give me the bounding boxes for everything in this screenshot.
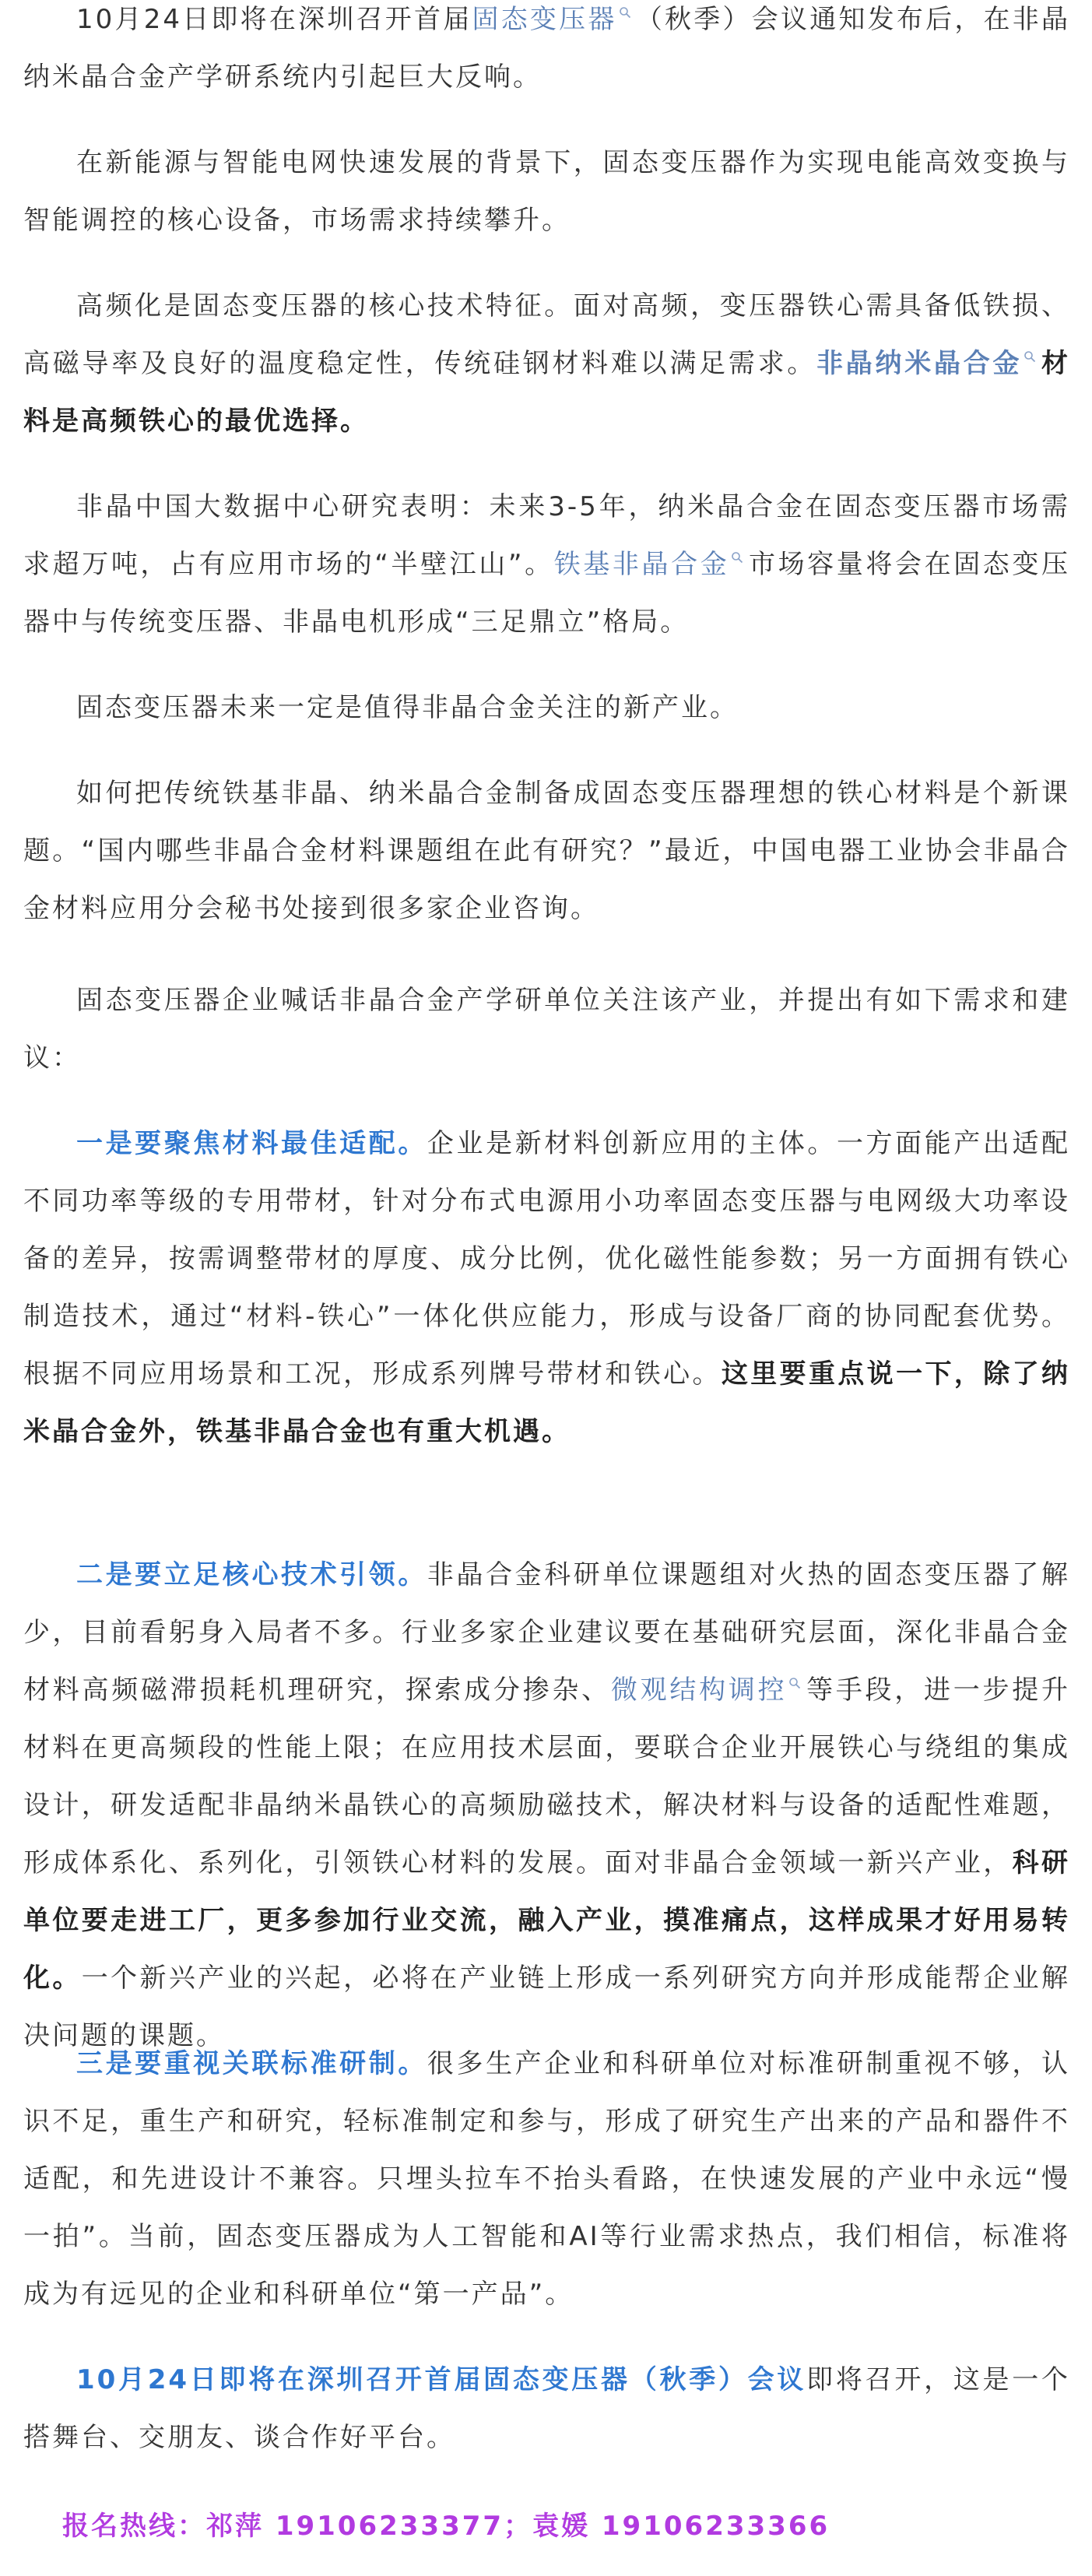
search-icon[interactable] (788, 1677, 801, 1689)
paragraph-8 (23, 1115, 1070, 1460)
keyword-link-microstructure-control[interactable]: 微观结构调控 (610, 1675, 788, 1706)
p9-text-3: 一个新兴产业的兴起，必将在产业链上形成一系列研究方向并形成能帮企业解决问题的课题。 (23, 1963, 1071, 2051)
p11-text-1: 即将召开，这是一个搭舞台、交朋友、谈合作好平台。 (23, 2364, 1070, 2453)
paragraph-10 (23, 2035, 1070, 2323)
p1-text-1: 10月24日即将在深圳召开首届 (76, 4, 472, 35)
section-heading-2: 二是要立足核心技术引领。 (76, 1559, 427, 1590)
p7-text: 固态变压器企业喊话非晶合金产学研单位关注该产业，并提出有如下需求和建议： (23, 985, 1070, 1074)
paragraph-7 (23, 972, 1070, 1087)
section-heading-3: 三是要重视关联标准研制。 (76, 2048, 427, 2079)
paragraph-9 (23, 1546, 1070, 2065)
paragraph-3 (23, 277, 1070, 450)
keyword-link-solid-state-transformer[interactable]: 固态变压器 (472, 4, 617, 35)
search-icon[interactable] (1024, 350, 1036, 363)
p5-text: 固态变压器未来一定是值得非晶合金关注的新产业。 (76, 692, 739, 723)
keyword-link-amorphous-nanocrystalline-alloy[interactable]: 非晶纳米晶合金 (816, 348, 1023, 379)
p8-bold-text: 这里要重点说一下，除了纳米晶合金外，铁基非晶合金也有重大机遇。 (23, 1358, 1071, 1447)
p10-text-1: 很多生产企业和科研单位对标准研制重视不够，认识不足，重生产和研究，轻标准制定和参与，形成了研究生产出来的产品和器件不适配，和先进设计不兼容。只埋头拉车不抬头看路，在快速发展的产业中永远“慢一拍”。当前，固态变压器成为人工智能和AI等行业需求热点，我们相信，标准将成为有远见的企业和科研单位“第一产品”。 (23, 2048, 1071, 2310)
registration-hotline (23, 2499, 1092, 2553)
p6-text: 如何把传统铁基非晶、纳米晶合金制备成固态变压器理想的铁心材料是个新课题。“国内哪些非晶合金材料课题组在此有研究？”最近，中国电器工业协会非晶合金材料应用分会秘书处接到很多家企业咨询。 (23, 778, 1070, 924)
p4-text-2: 市场容量将会在固态变压器中与传统变压器、非晶电机形成“三足鼎立”格局。 (23, 549, 1071, 638)
p9-text-1: 非晶合金科研单位课题组对火热的固态变压器了解少，目前看躬身入局者不多。行业多家企业建议要在基础研究层面，深化非晶合金材料高频磁滞损耗机理研究，探索成分掺杂、 (23, 1559, 1071, 1706)
p3-bold-text: 材料是高频铁心的最优选择。 (23, 348, 1071, 437)
section-heading-1: 一是要聚焦材料最佳适配。 (76, 1128, 427, 1159)
paragraph-5 (23, 679, 1070, 736)
p1-text-2: （秋季）会议通知发布后，在非晶纳米晶合金产学研系统内引起巨大反响。 (23, 4, 1071, 93)
keyword-link-iron-based-amorphous-alloy[interactable]: 铁基非晶合金 (553, 549, 730, 580)
p3-text-1: 高频化是固态变压器的核心技术特征。面对高频，变压器铁心需具备低铁损、高磁导率及良好的温度稳定性，传统硅钢材料难以满足需求。 (23, 290, 1070, 379)
search-icon[interactable] (619, 6, 631, 19)
paragraph-11 (23, 2351, 1070, 2466)
conference-link[interactable]: 10月24日即将在深圳召开首届固态变压器（秋季）会议 (76, 2364, 807, 2395)
p8-text-1: 企业是新材料创新应用的主体。一方面能产出适配不同功率等级的专用带材，针对分布式电源用小功率固态变压器与电网级大功率设备的差异，按需调整带材的厚度、成分比例，优化磁性能参数；另一方面拥有铁心制造技术，通过“材料-铁心”一体化供应能力，形成与设备厂商的协同配套优势。根据不同应用场景和工况，形成系列牌号带材和铁心。 (23, 1128, 1071, 1390)
p9-bold-text: 科研单位要走进工厂，更多参加行业交流，融入产业，摸准痛点，这样成果才好用易转化。 (23, 1847, 1071, 1994)
paragraph-1 (23, 0, 1070, 106)
p9-text-2: 等手段，进一步提升材料在更高频段的性能上限；在应用技术层面，要联合企业开展铁心与绕组的集成设计，研发适配非晶纳米晶铁心的高频励磁技术，解决材料与设备的适配性难题，形成体系化、系列化，引领铁心材料的发展。面对非晶合金领域一新兴产业， (23, 1675, 1071, 1878)
p4-text-1: 非晶中国大数据中心研究表明：未来3-5年，纳米晶合金在固态变压器市场需求超万吨，占有应用市场的“半壁江山”。 (23, 491, 1070, 580)
p2-text: 在新能源与智能电网快速发展的背景下，固态变压器作为实现电能高效变换与智能调控的核心设备，市场需求持续攀升。 (23, 147, 1070, 236)
paragraph-2 (23, 134, 1070, 249)
search-icon[interactable] (731, 551, 743, 564)
paragraph-4 (23, 478, 1070, 651)
hotline-text: 报名热线：祁萍 19106233377；袁媛 19106233366 (62, 2511, 830, 2542)
paragraph-6 (23, 764, 1070, 937)
